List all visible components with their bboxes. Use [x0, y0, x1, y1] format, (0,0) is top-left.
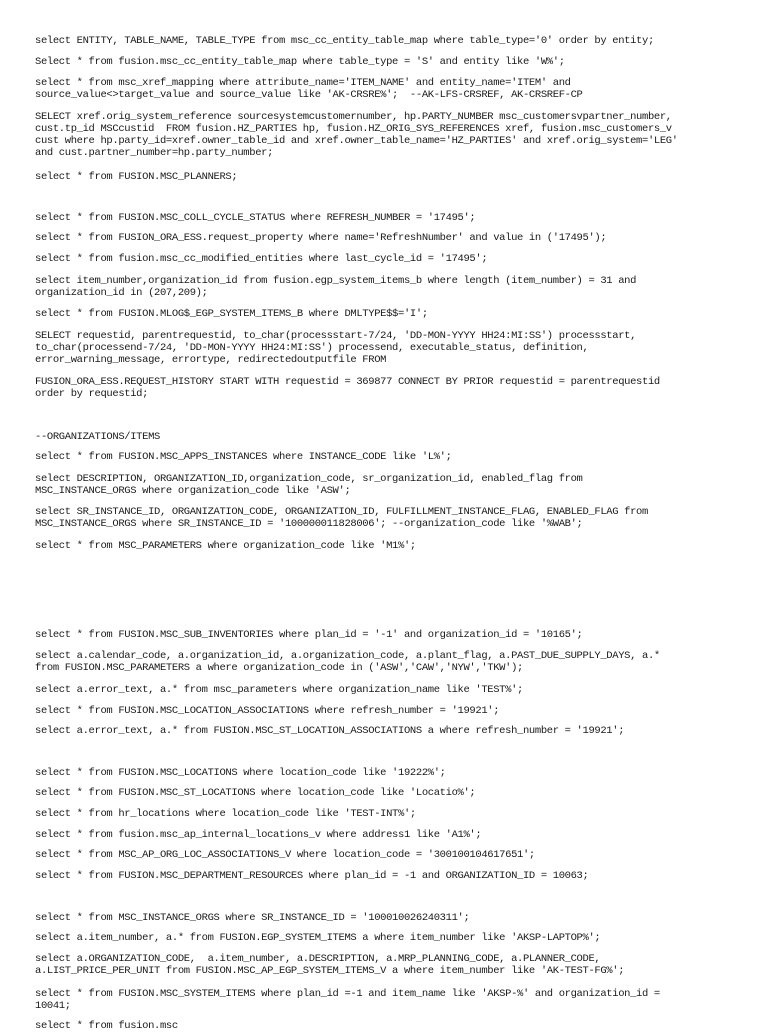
query-parameters-m1: select * from MSC_PARAMETERS where organization_code like 'M1%'; — [35, 540, 416, 552]
query-entity-table-map: select ENTITY, TABLE_NAME, TABLE_TYPE from msc_cc_entity_table_map where table_type='0' order by entity; — [35, 35, 654, 47]
query-modified-entities: select * from fusion.msc_cc_modified_entities where last_cycle_id = '17495'; — [35, 253, 488, 265]
query-egp-system-items-laptop: select a.item_number, a.* from FUSION.EGP_SYSTEM_ITEMS a where item_number like 'AKSP-LAPTOP%'; — [35, 932, 601, 944]
query-request-property: select * from FUSION_ORA_ESS.request_property where name='RefreshNumber' and value in ('17495'); — [35, 232, 607, 244]
query-instance-orgs-sr-instance: select SR_INSTANCE_ID, ORGANIZATION_CODE, ORGANIZATION_ID, FULFILLMENT_INSTANCE_FLAG, ENABLED_FLAG from MSC_INSTANCE_ORGS where SR_INSTANCE_ID = '100000011828006'; --organization_code like '%WAB'; — [35, 506, 648, 530]
query-hr-locations: select * from hr_locations where location_code like 'TEST-INT%'; — [35, 808, 416, 820]
query-ap-egp-system-items: select a.ORGANIZATION_CODE, a.item_number, a.DESCRIPTION, a.MRP_PLANNING_CODE, a.PLANNER_CODE, a.LIST_PRICE_PER_UNIT from FUSION.MSC_AP_EGP_SYSTEM_ITEMS_V a where item_number like 'AK-TEST-FG%'; — [35, 953, 625, 977]
query-instance-orgs-sr: select * from MSC_INSTANCE_ORGS where SR_INSTANCE_ID = '100010026240311'; — [35, 912, 470, 924]
query-parameters-error-text: select a.error_text, a.* from msc_parameters where organization_name like 'TEST%'; — [35, 684, 523, 696]
query-request-history-from: FUSION_ORA_ESS.REQUEST_HISTORY START WITH requestid = 369877 CONNECT BY PRIOR requestid = parentrequestid order by requestid; — [35, 376, 660, 400]
query-coll-cycle-status: select * from FUSION.MSC_COLL_CYCLE_STATUS where REFRESH_NUMBER = '17495'; — [35, 212, 476, 224]
query-customer-xref: SELECT xref.orig_system_reference sourcesystemcustomernumber, hp.PARTY_NUMBER msc_customersvpartner_number, cust.tp_id MSCcustid FROM fusion.HZ_PARTIES hp, fusion.HZ_ORIG_SYS_REFERENCES xref, fusion.msc_customers_v cust where hp.party_id=xref.owner_table_id and xref.owner_table_name='HZ_PARTIES' and xref.orig_system='LEG' and cust.partner_number=hp.party_number; — [35, 111, 678, 159]
query-egp-items-length: select item_number,organization_id from fusion.egp_system_items_b where length (item_number) = 31 and organization_id in (207,209); — [35, 275, 637, 299]
query-department-resources: select * from FUSION.MSC_DEPARTMENT_RESOURCES where plan_id = -1 and ORGANIZATION_ID = 10063; — [35, 870, 589, 882]
query-org-loc-associations: select * from MSC_AP_ORG_LOC_ASSOCIATIONS_V where location_code = '300100104617651'; — [35, 849, 535, 861]
query-st-location-associations: select a.error_text, a.* from FUSION.MSC_ST_LOCATION_ASSOCIATIONS a where refresh_number = '19921'; — [35, 725, 625, 737]
query-sub-inventories: select * from FUSION.MSC_SUB_INVENTORIES where plan_id = '-1' and organization_id = '10165'; — [35, 629, 583, 641]
query-locations: select * from FUSION.MSC_LOCATIONS where location_code like '19222%'; — [35, 767, 446, 779]
query-apps-instances: select * from FUSION.MSC_APPS_INSTANCES where INSTANCE_CODE like 'L%'; — [35, 451, 452, 463]
query-mlog-egp-items: select * from FUSION.MLOG$_EGP_SYSTEM_ITEMS_B where DMLTYPE$$='I'; — [35, 308, 428, 320]
query-planners: select * from FUSION.MSC_PLANNERS; — [35, 171, 238, 183]
query-entity-table-map-type-s: Select * from fusion.msc_cc_entity_table_map where table_type = 'S' and entity like 'W%'; — [35, 56, 565, 68]
query-st-locations: select * from FUSION.MSC_ST_LOCATIONS where location_code like 'Locatio%'; — [35, 787, 476, 799]
query-location-associations: select * from FUSION.MSC_LOCATION_ASSOCIATIONS where refresh_number = '19921'; — [35, 705, 500, 717]
query-parameters-calendar: select a.calendar_code, a.organization_id, a.organization_code, a.plant_flag, a.PAST_DUE_SUPPLY_DAYS, a.* from FUSION.MSC_PARAMETERS a where organization_code in ('ASW','CAW','NYW','TKW'); — [35, 650, 660, 674]
query-xref-mapping: select * from msc_xref_mapping where attribute_name='ITEM_NAME' and entity_name='ITEM' and source_value<>target_value and source_value like 'AK-CRSRE%'; --AK-LFS-CRSREF, AK-CRSREF-CP — [35, 77, 583, 101]
section-heading-organizations-items: --ORGANIZATIONS/ITEMS — [35, 431, 160, 443]
query-instance-orgs-asw: select DESCRIPTION, ORGANIZATION_ID,organization_code, sr_organization_id, enabled_flag from MSC_INSTANCE_ORGS where organization_code like 'ASW'; — [35, 473, 583, 497]
query-truncated: select * from fusion.msc — [35, 1020, 178, 1032]
query-internal-locations: select * from fusion.msc_ap_internal_locations_v where address1 like 'A1%'; — [35, 829, 482, 841]
query-request-history-select: SELECT requestid, parentrequestid, to_char(processstart-7/24, 'DD-MON-YYYY HH24:MI:SS') processstart, to_char(processend-7/24, 'DD-MON-YYYY HH24:MI:SS') processend, executable_status, definition, error_warning_message, errortype, redirectedoutputfile FROM — [35, 330, 637, 366]
query-msc-system-items: select * from FUSION.MSC_SYSTEM_ITEMS where plan_id =-1 and item_name like 'AKSP-%' and organization_id = 10041; — [35, 988, 660, 1012]
